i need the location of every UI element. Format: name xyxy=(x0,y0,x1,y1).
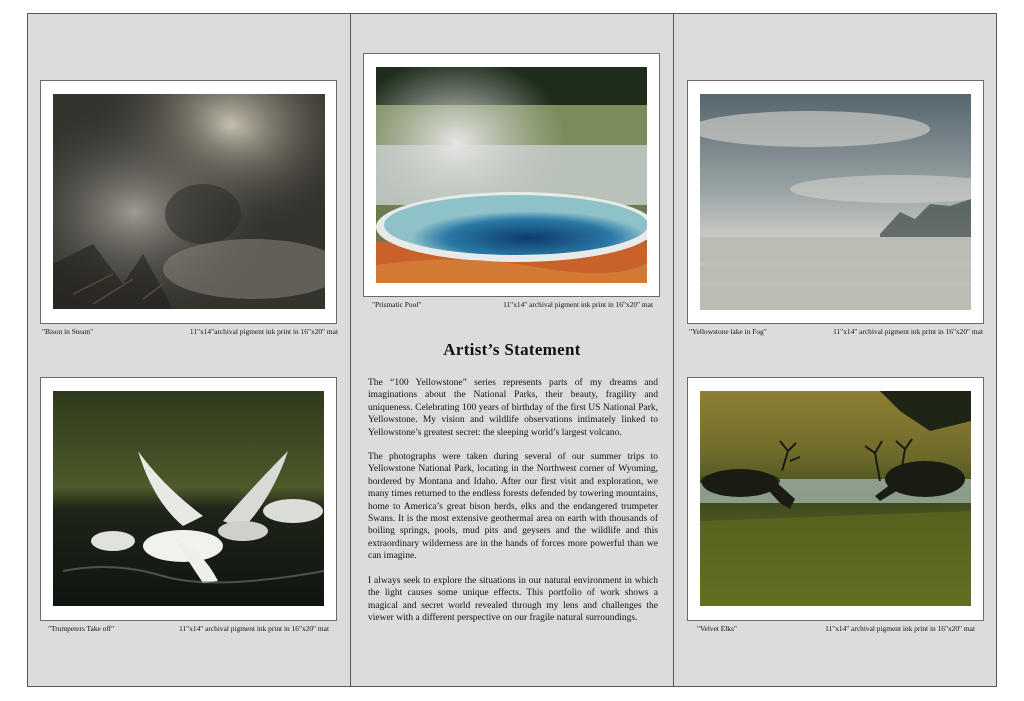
caption-spec-swans: 11"x14" archival pigment ink print in 16"x20" mat xyxy=(179,624,329,633)
statement-body xyxy=(368,377,658,636)
caption-spec-bison: 11"x14"archival pigment ink print in 16"x20" mat xyxy=(189,327,338,336)
photo-yellowstone-lake-in-fog xyxy=(700,94,971,310)
statement-title: Artist’s Statement xyxy=(443,340,581,359)
photo-prismatic-pool xyxy=(376,67,647,283)
caption-spec-lake: 11"x14" archival pigment ink print in 16"x20" mat xyxy=(833,327,983,336)
caption-title-elks: "Velvet Elks" xyxy=(697,624,737,633)
caption-title-lake: "Yellowstone lake in Fog" xyxy=(689,327,767,336)
caption-title-pool: "Prismatic Pool" xyxy=(372,300,422,309)
statement-paragraph-1: The “100 Yellowstone” series represents parts of my dreams and imaginations about the National Parks, their beauty, fragility and uniqueness. Celebrating 100 years of birthday of the first US National Park, Yellowstone. My vision and wildlife observations intimately linked to Yellowstone’s greatest secret: the sleeping world’s largest volcano. xyxy=(368,378,658,438)
caption-spec-elks: 11"x14" archival pigment ink print in 16"x20" mat xyxy=(825,624,975,633)
photo-trumpeters-take-off xyxy=(53,391,324,606)
statement-paragraph-2: The photographs were taken during several of our summer trips to Yellowstone National Park, locating in the Northwest corner of Wyoming, bordered by Montana and Idaho. After our first visit and exploration, we many times returned to the endless forests defended by towering mountains, home to America’s great bison herds, elks and the endangered trumpeter Swans. It is the most extensive geothermal area on earth with thousands of boiling springs, pools, mud pits and geysers and the wildlife and this extraordinary wilderness are in the hands of forces more powerful than we can imagine. xyxy=(368,452,658,562)
photo-velvet-elks xyxy=(700,391,971,606)
caption-spec-pool: 11"x14" archival pigment ink print in 16"x20" mat xyxy=(503,300,653,309)
caption-title-bison: "Bison in Steam" xyxy=(42,327,94,336)
photo-bison-in-steam xyxy=(53,94,325,309)
caption-title-swans: "Trumpeters Take off" xyxy=(48,624,115,633)
statement-paragraph-3: I always seek to explore the situations in our natural environment in which the light causes some unique effects. This portfolio of work shows a magical and secret world revealed through my lens and challenges the viewer with a different perspective on our fragile natural surroundings. xyxy=(368,575,658,623)
